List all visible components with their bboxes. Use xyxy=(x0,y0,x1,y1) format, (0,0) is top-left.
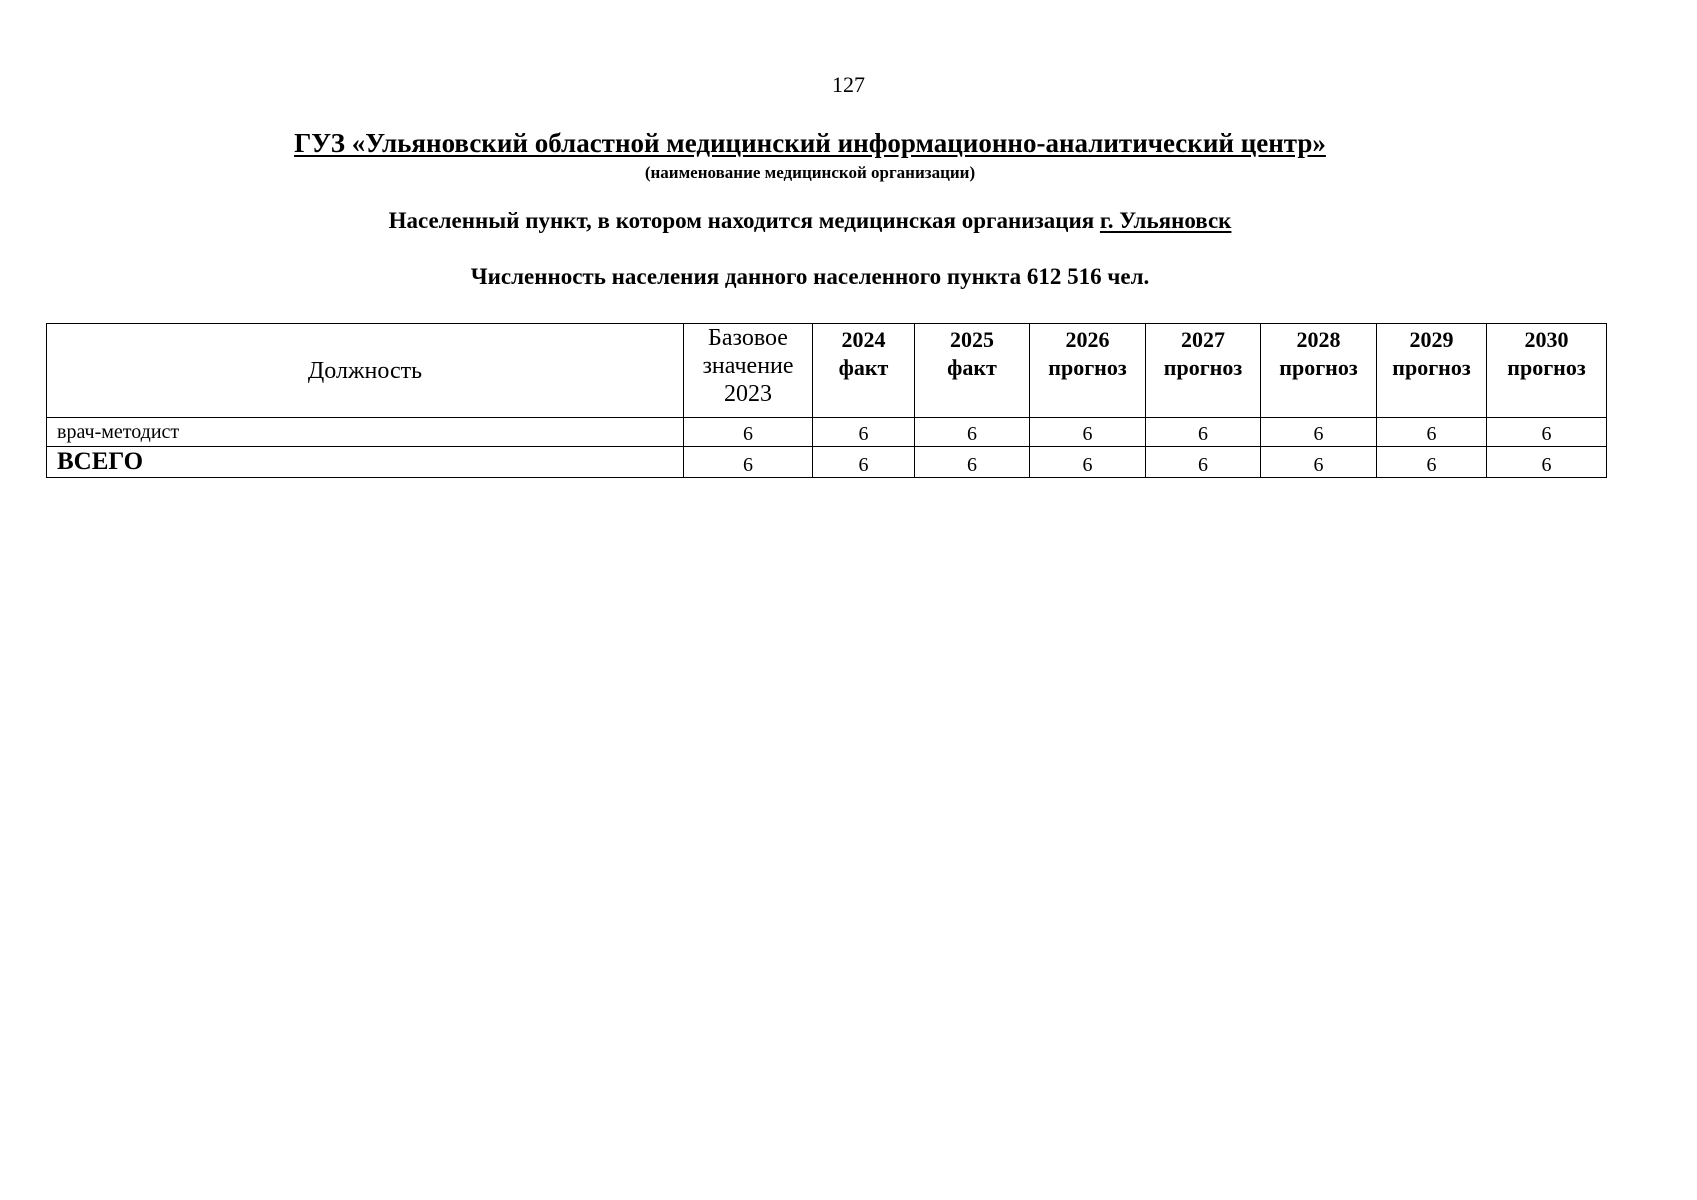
header-year-number: 2024 xyxy=(841,327,886,352)
header-year-type: прогноз xyxy=(1048,355,1127,380)
total-cell: 6 xyxy=(1377,447,1487,478)
total-cell: 6 xyxy=(915,447,1030,478)
total-cell: 6 xyxy=(1487,447,1607,478)
table-cell: 6 xyxy=(915,418,1030,447)
organization-name: ГУЗ «Ульяновский областной медицинский информационно-аналитический центр» xyxy=(294,128,1326,158)
row-position: врач-методист xyxy=(47,418,684,447)
table-cell: 6 xyxy=(1030,418,1146,447)
header-year-number: 2026 xyxy=(1065,327,1110,352)
header-year-type: прогноз xyxy=(1279,355,1358,380)
header-year xyxy=(1146,324,1261,418)
table-total-row xyxy=(47,447,1607,478)
total-cell: 6 xyxy=(1030,447,1146,478)
table-cell: 6 xyxy=(1487,418,1607,447)
header-year xyxy=(915,324,1030,418)
header-year xyxy=(1261,324,1377,418)
total-cell: 6 xyxy=(1261,447,1377,478)
header-year-type: прогноз xyxy=(1163,355,1243,380)
header-base: Базовое значение 2023 xyxy=(684,324,813,418)
header-position: Должность xyxy=(47,324,684,418)
header-year-type: факт xyxy=(838,355,889,380)
header-year-number: 2028 xyxy=(1296,327,1341,352)
header-year-type: факт xyxy=(947,355,997,380)
population-line: Численность населения данного населенного пункта 612 516 чел. xyxy=(470,264,1150,289)
header-year xyxy=(813,324,915,418)
table-cell: 6 xyxy=(684,418,813,447)
header-year-number: 2025 xyxy=(950,327,994,352)
table-row xyxy=(47,418,1607,447)
header-year-number: 2030 xyxy=(1524,327,1569,352)
total-cell: 6 xyxy=(813,447,915,478)
table-header-row xyxy=(47,324,1607,418)
table-cell: 6 xyxy=(813,418,915,447)
header-year-number: 2027 xyxy=(1181,327,1225,352)
total-cell: 6 xyxy=(684,447,813,478)
header-year xyxy=(1030,324,1146,418)
total-label: ВСЕГО xyxy=(47,447,684,478)
header-year xyxy=(1377,324,1487,418)
header-year-type: прогноз xyxy=(1392,355,1471,380)
header-year-type: прогноз xyxy=(1507,355,1586,380)
staff-table xyxy=(46,323,1607,478)
header-year xyxy=(1487,324,1607,418)
locality-line xyxy=(0,208,1620,234)
header-year-number: 2029 xyxy=(1409,327,1454,352)
table-cell: 6 xyxy=(1146,418,1261,447)
total-cell: 6 xyxy=(1146,447,1261,478)
locality-label: Населенный пункт, в котором находится медицинская организация xyxy=(388,208,1100,233)
table-cell: 6 xyxy=(1377,418,1487,447)
organization-caption: (наименование медицинской организации) xyxy=(644,163,976,182)
locality-value: г. Ульяновск xyxy=(1099,208,1232,233)
table-cell: 6 xyxy=(1261,418,1377,447)
page-number: 127 xyxy=(832,72,865,97)
